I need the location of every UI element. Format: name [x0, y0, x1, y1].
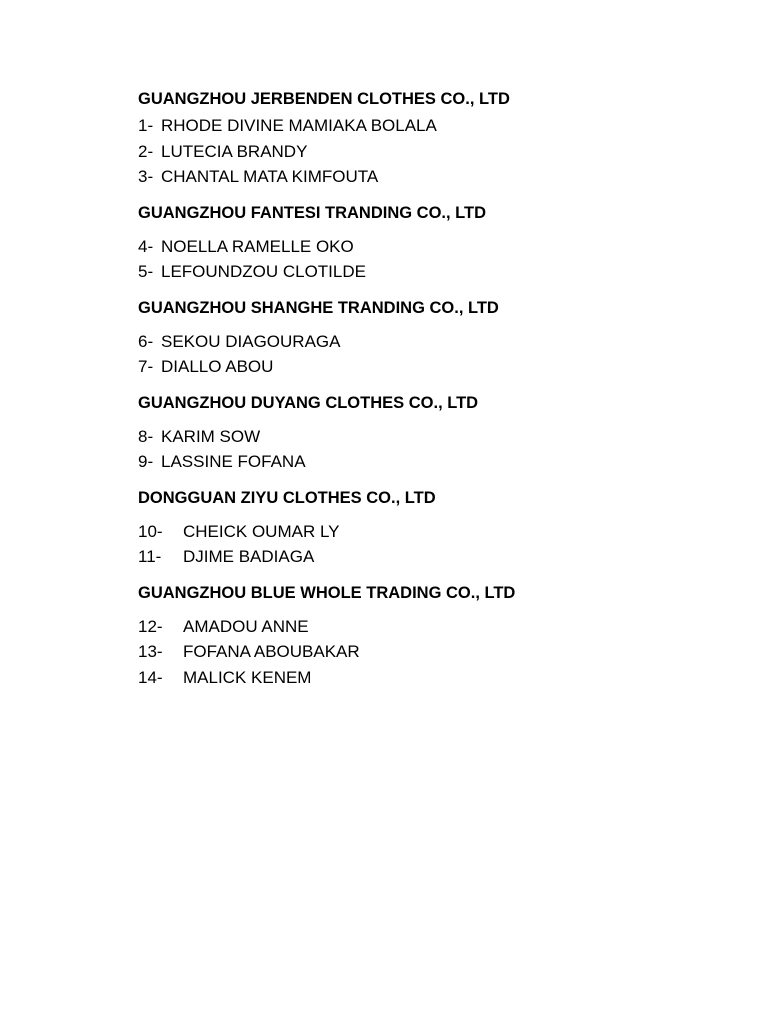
- person-name: RHODE DIVINE MAMIAKA BOLALA: [161, 116, 437, 135]
- person-entry: [138, 164, 698, 190]
- entry-number: 11-: [138, 547, 162, 566]
- entry-number: 9-: [138, 452, 154, 471]
- entry-number: 7-: [138, 357, 154, 376]
- entry-number: 2-: [138, 141, 154, 161]
- entry-number: 1-: [138, 116, 154, 135]
- person-entry: [138, 665, 698, 691]
- person-name: DIALLO ABOU: [161, 357, 274, 376]
- entry-number: 14-: [138, 667, 163, 687]
- person-name: CHEICK OUMAR LY: [183, 521, 340, 541]
- person-entry: [138, 139, 698, 165]
- person-name: LUTECIA BRANDY: [161, 141, 308, 161]
- entry-number: 13-: [138, 642, 163, 661]
- company-list: [138, 88, 698, 702]
- person-entry: [138, 639, 698, 665]
- entry-number: 10-: [138, 521, 163, 541]
- company-heading: GUANGZHOU SHANGHE TRANDING CO., LTD: [138, 298, 499, 317]
- person-entry: [138, 259, 698, 285]
- company-section: [138, 582, 698, 691]
- person-name: NOELLA RAMELLE OKO: [161, 236, 354, 256]
- company-heading: GUANGZHOU JERBENDEN CLOTHES CO., LTD: [138, 90, 510, 108]
- company-heading: GUANGZHOU BLUE WHOLE TRADING CO., LTD: [138, 583, 516, 602]
- person-entry: [138, 329, 698, 355]
- person-name: FOFANA ABOUBAKAR: [183, 642, 360, 661]
- company-section: [138, 202, 698, 285]
- person-name: AMADOU ANNE: [183, 616, 309, 636]
- person-name: KARIM SOW: [161, 426, 261, 446]
- person-entry: [138, 544, 698, 570]
- company-section: [138, 297, 698, 380]
- person-entry: [138, 424, 698, 450]
- person-entry: [138, 519, 698, 545]
- person-name: SEKOU DIAGOURAGA: [161, 331, 341, 351]
- person-entry: [138, 113, 698, 139]
- entry-number: 8-: [138, 426, 154, 446]
- person-name: MALICK KENEM: [183, 667, 312, 687]
- person-name: LASSINE FOFANA: [161, 452, 306, 471]
- company-heading: GUANGZHOU FANTESI TRANDING CO., LTD: [138, 203, 487, 222]
- person-entry: [138, 234, 698, 260]
- entry-number: 5-: [138, 262, 154, 281]
- person-name: CHANTAL MATA KIMFOUTA: [161, 167, 379, 186]
- person-name: LEFOUNDZOU CLOTILDE: [161, 262, 366, 281]
- company-section: [138, 487, 698, 570]
- person-entry: [138, 614, 698, 640]
- entry-number: 12-: [138, 616, 163, 636]
- company-section: [138, 88, 698, 190]
- person-entry: [138, 354, 698, 380]
- person-name: DJIME BADIAGA: [183, 547, 315, 566]
- entry-number: 3-: [138, 167, 154, 186]
- company-heading: GUANGZHOU DUYANG CLOTHES CO., LTD: [138, 393, 479, 412]
- company-heading: DONGGUAN ZIYU CLOTHES CO., LTD: [138, 488, 436, 507]
- entry-number: 6-: [138, 331, 154, 351]
- company-section: [138, 392, 698, 475]
- entry-number: 4-: [138, 236, 154, 256]
- person-entry: [138, 449, 698, 475]
